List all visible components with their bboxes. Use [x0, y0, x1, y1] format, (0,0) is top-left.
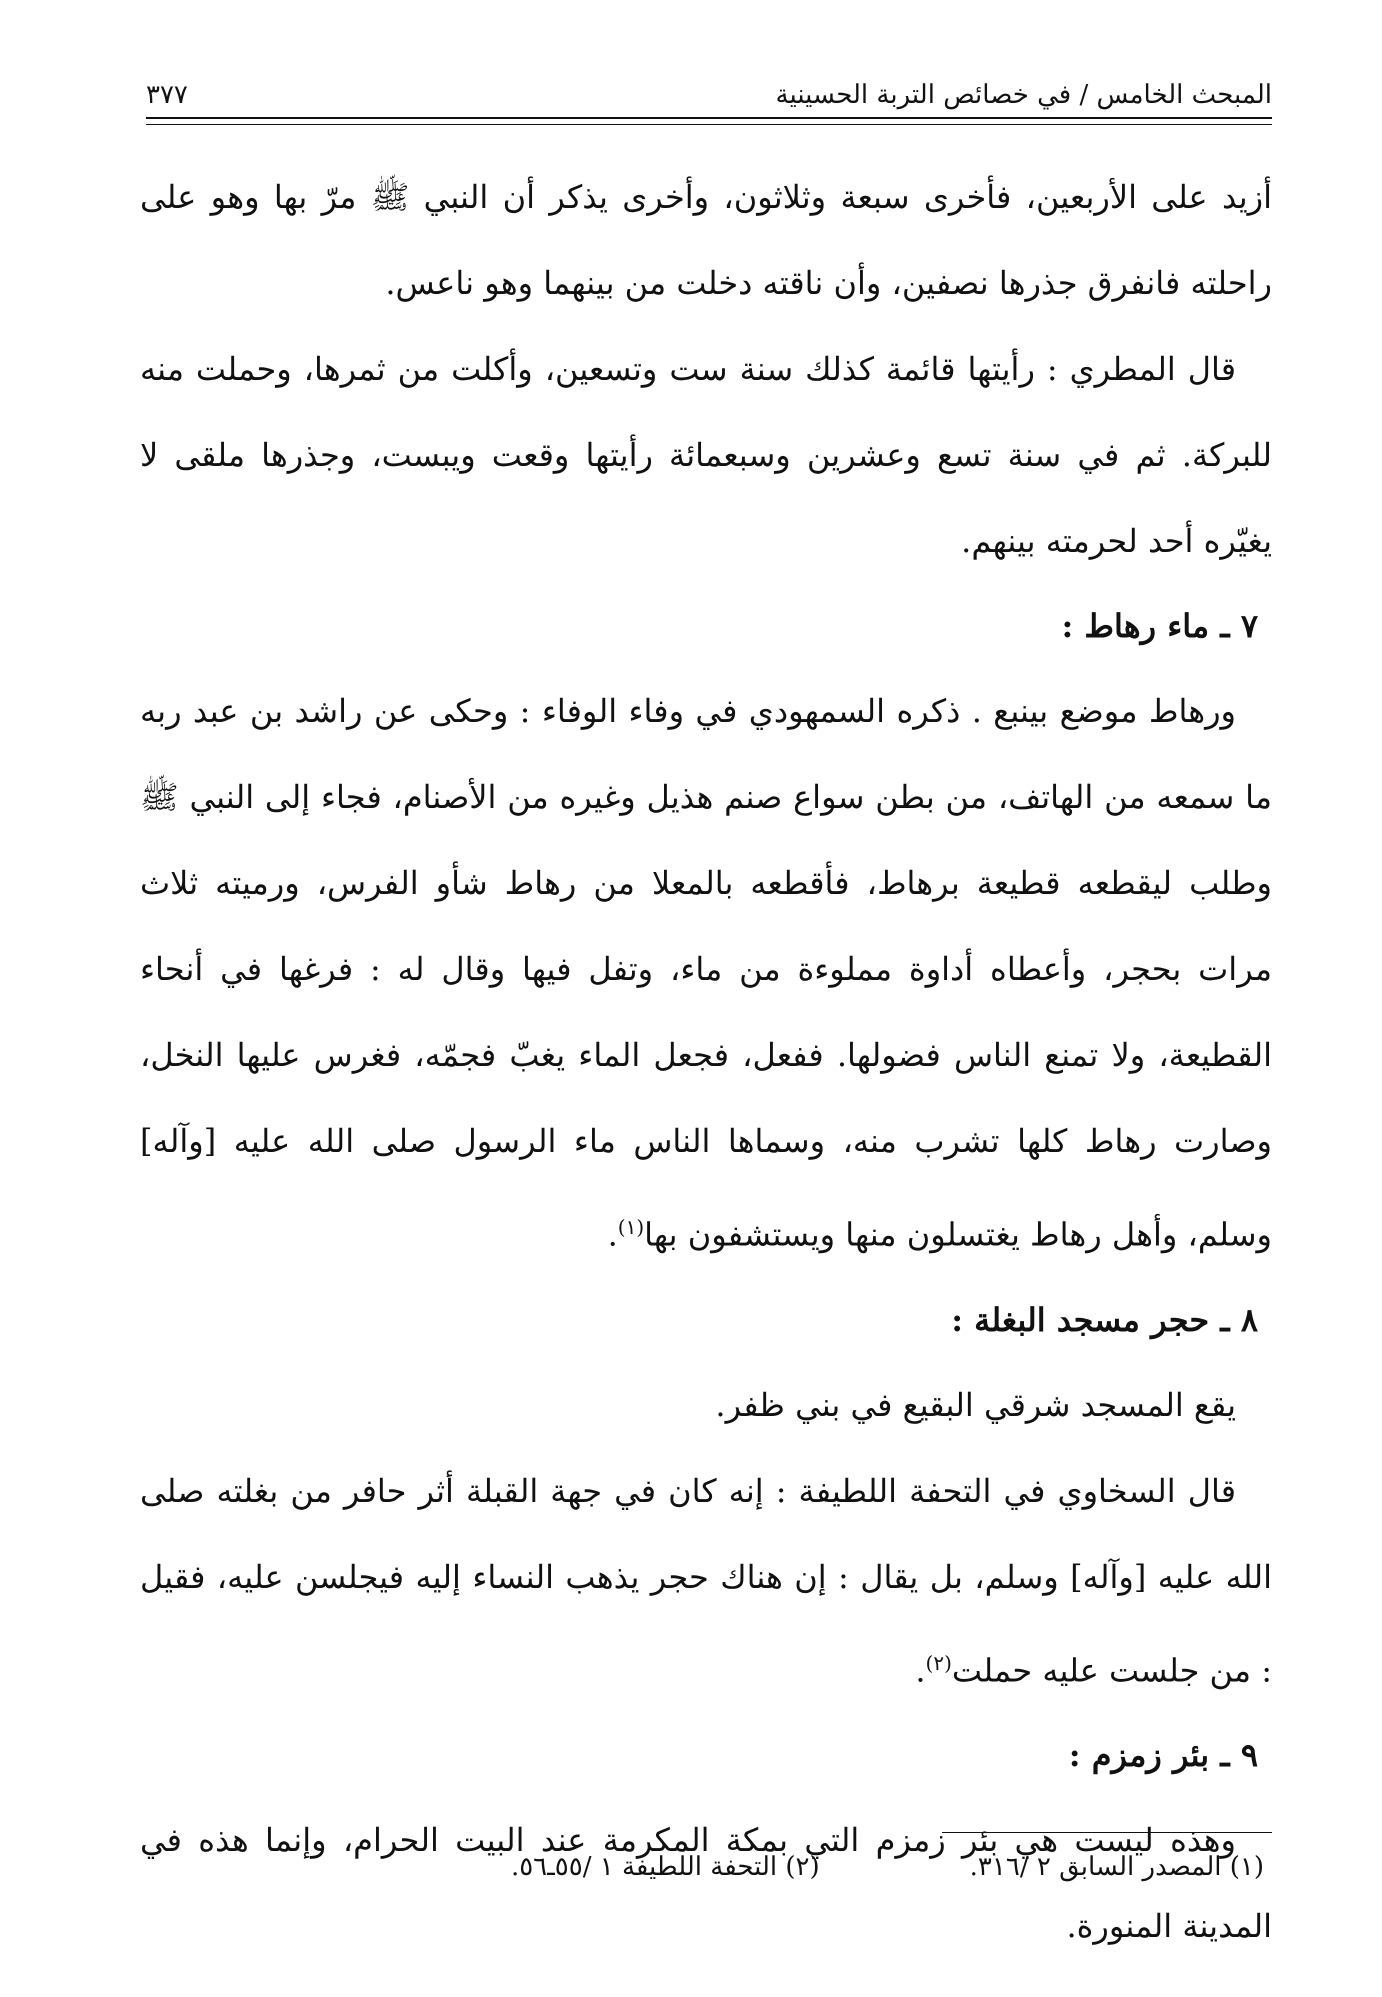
paragraph-5: قال السخاوي في التحفة اللطيفة : إنه كان في جهة القبلة أثر حافر من بغلته صلى الله عليه [وآله] وسلم، بل يقال : إن هناك حجر يذهب النساء إليه فيجلسن عليه، فقيل : من جلست عليه حملت$^{(٢)}$. — [140, 1471, 1273, 1690]
footnote-separator — [942, 1832, 1272, 1833]
paragraph-2: قال المطري : رأيتها قائمة كذلك سنة ست وتسعين، وأكلت من ثمرها، وحملت منه للبركة. ثم في سنة تسع وعشرين وسبعمائة رأيتها وقعت ويبست، وجذرها ملقى لا يغيّره أحد لحرمته بينهم. — [140, 350, 1272, 560]
chapter-title: المبحث الخامس / في خصائص التربة الحسينية — [775, 80, 1272, 110]
header-rule-thin — [146, 124, 1272, 125]
footnote-ref-1: (١) — [617, 1215, 645, 1239]
page-number: ٣٧٧ — [146, 80, 188, 110]
section-heading-7: ٧ ـ ماء رهاط : — [1061, 607, 1258, 645]
header-rule — [146, 117, 1272, 119]
footnotes — [140, 1852, 1264, 1882]
paragraph-1: أزيد على الأربعين، فأخرى سبعة وثلاثون، وأخرى يذكر أن النبي ﷺ مرّ بها وهو على راحلته فانفرق جذرها نصفين، وأن ناقته دخلت من بينهما وهو ناعس. — [140, 178, 1272, 302]
paragraph-5-text: قال السخاوي في التحفة اللطيفة : إنه كان في جهة القبلة أثر حافر من بغلته صلى الله عليه [وآله] وسلم، بل يقال : إن هناك حجر يذهب النساء إليه فيجلسن عليه، فقيل : من جلست عليه حملت — [140, 1471, 1273, 1690]
paragraph-4: يقع المسجد شرقي البقيع في بني ظفر. — [715, 1385, 1236, 1424]
paragraph-6: وهذه ليست هي بئر زمزم التي بمكة المكرمة عند البيت الحرام، وإنما هذه في المدينة المنورة. — [140, 1821, 1272, 1946]
footnote-ref-2: (٢) — [925, 1650, 952, 1675]
main-text — [140, 154, 1272, 1969]
section-heading-8: ٨ ـ حجر مسجد البغلة : — [951, 1300, 1258, 1339]
section-heading-9: ٩ ـ بئر زمزم : — [1068, 1736, 1258, 1775]
footnote-1: (١) المصدر السابق ٢ /٣١٦. — [969, 1852, 1264, 1882]
paragraph-3-text: ورهاط موضع بينبع . ذكره السمهودي في وفاء الوفاء : وحكى عن راشد بن عبد ربه ما سمعه من الهاتف، من بطن سواع صنم هذيل وغيره من الأصنام، فجاء إلى النبي ﷺ وطلب ليقطعه قطيعة برهاط، فأقطعه بالمعلا من رهاط شأو الفرس، ورميته ثلاث مرات بحجر، وأعطاه أداوة مملوءة من ماء، وتفل فيها وقال له : فرغها في أنحاء القطيعة، ولا تمنع الناس فضولها. ففعل، فجعل الماء يغبّ فجمّه، فغرس عليها النخل، وصارت رهاط كلها تشرب منه، وسماها الناس ماء الرسول صلى الله عليه [وآله] وسلم، وأهل رهاط يغتسلون منها ويستشفون بها — [140, 692, 1273, 1254]
paragraph-3: ورهاط موضع بينبع . ذكره السمهودي في وفاء الوفاء : وحكى عن راشد بن عبد ربه ما سمعه من الهاتف، من بطن سواع صنم هذيل وغيره من الأصنام، فجاء إلى النبي ﷺ وطلب ليقطعه قطيعة برهاط، فأقطعه بالمعلا من رهاط شأو الفرس، ورميته ثلاث مرات بحجر، وأعطاه أداوة مملوءة من ماء، وتفل فيها وقال له : فرغها في أنحاء القطيعة، ولا تمنع الناس فضولها. ففعل، فجعل الماء يغبّ فجمّه، فغرس عليها النخل، وصارت رهاط كلها تشرب منه، وسماها الناس ماء الرسول صلى الله عليه [وآله] وسلم، وأهل رهاط يغتسلون منها ويستشفون بها$^{(١)}$. — [140, 692, 1273, 1254]
running-header — [146, 66, 1272, 110]
footnote-2: (٢) التحفة اللطيفة ١ /٥٥ـ٥٦. — [510, 1852, 820, 1882]
